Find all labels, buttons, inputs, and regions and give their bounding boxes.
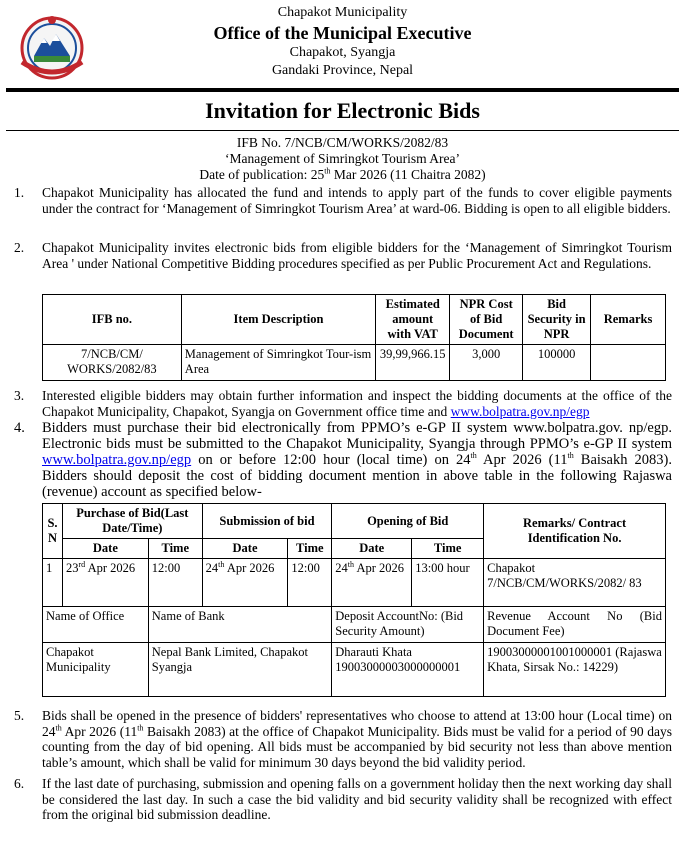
table-row xyxy=(43,559,666,607)
submission-date-cell: 24th Apr 2026 xyxy=(202,559,288,607)
account-header-row xyxy=(43,607,666,643)
table-header-row xyxy=(43,295,666,345)
bid-schedule-table xyxy=(42,503,666,697)
purchase-header: Purchase of Bid(Last Date/Time) xyxy=(62,504,202,539)
government-emblem-icon xyxy=(14,12,90,82)
item-description-cell: Management of Simringkot Tour-ism Area xyxy=(181,345,375,381)
table-row xyxy=(43,345,666,381)
bank-name-header: Name of Bank xyxy=(148,607,332,643)
paragraph-number: 3. xyxy=(14,388,25,403)
submission-header: Submission of bid xyxy=(202,504,332,539)
date-header: Date xyxy=(202,539,288,559)
document-cost-cell: 3,000 xyxy=(450,345,523,381)
paragraph-2 xyxy=(14,240,672,271)
publication-date: Date of publication: 25th Mar 2026 (11 Chaitra 2082) xyxy=(199,166,486,182)
column-header: IFB no. xyxy=(43,295,182,345)
remarks-header: Remarks/ Contract Identification No. xyxy=(484,504,666,559)
sn-header: S. N xyxy=(43,504,63,559)
letterhead xyxy=(0,0,685,88)
paragraph-1 xyxy=(14,185,672,216)
column-header: Remarks xyxy=(591,295,666,345)
address-line-2: Gandaki Province, Nepal xyxy=(271,63,414,78)
notice-title: Invitation for Electronic Bids xyxy=(6,96,679,131)
paragraph-6 xyxy=(14,776,672,823)
opening-date-cell: 24th Apr 2026 xyxy=(332,559,412,607)
revenue-account-cell: 19003000001001000001 (Rajaswa Khata, Sirsak No.: 14229) xyxy=(484,643,666,697)
office-name-cell: Chapakot Municipality xyxy=(43,643,149,697)
paragraph-text: Bids shall be opened in the presence of bidders' representatives who choose to attend at 13:00 hour (Local time) on 24th Apr 2026 (11th Baisakh 2083) at the office of Chapakot Municipality. Bids must be valid for a period of 90 days counting from the day of bid opening. All bids must be accompanied by bid security not less than above mention table’s amount, which shall be valid for minimum 30 days beyond the bid validity period. xyxy=(42,708,672,770)
header-rule xyxy=(6,88,679,92)
paragraph-number: 4. xyxy=(14,420,25,436)
paragraph-number: 2. xyxy=(14,240,25,255)
opening-header: Opening of Bid xyxy=(332,504,484,539)
column-header: NPR Cost of Bid Document xyxy=(450,295,523,345)
revenue-account-header: Revenue Account No (Bid Document Fee) xyxy=(484,607,666,643)
paragraph-text: Chapakot Municipality has allocated the fund and intends to apply part of the funds to cover eligible payments under the contract for ‘Management of Simringkot Tourism Area’ at ward-06. Bidding is open to all eligible bidders. xyxy=(42,185,672,216)
remarks-cell xyxy=(591,345,666,381)
bolpatra-link[interactable]: www.bolpatra.gov.np/egp xyxy=(450,403,590,419)
column-header: Item Description xyxy=(181,295,375,345)
paragraph-5 xyxy=(14,708,672,770)
date-header: Date xyxy=(62,539,148,559)
paragraph-text: Chapakot Municipality invites electronic bids from eligible bidders for the ‘Management of Simringkot Tourism Area ' under National Competitive Bidding procedures specified as per Public Procurement Act and Regulations. xyxy=(42,240,672,271)
paragraph-3 xyxy=(14,388,672,419)
paragraph-4 xyxy=(14,420,672,500)
paragraph-text: Interested eligible bidders may obtain further information and inspect the bidding documents at the office of the Chapakot Municipality, Chapakot, Syangja on Government office time and www.bolpatra.gov.np/egp xyxy=(42,388,672,419)
paragraph-number: 5. xyxy=(14,708,25,723)
account-row xyxy=(43,643,666,697)
bank-name-cell: Nepal Bank Limited, Chapakot Syangja xyxy=(148,643,332,697)
paragraph-text: If the last date of purchasing, submission and opening falls on a government holiday then the next working day shall be considered the last day. In such a case the bid validity and bid security validity shall be recognized with effect from the original bid submission deadline. xyxy=(42,776,672,822)
office-name: Office of the Municipal Executive xyxy=(213,23,472,43)
bid-security-cell: 100000 xyxy=(523,345,591,381)
estimated-amount-cell: 39,99,966.15 xyxy=(376,345,450,381)
purchase-time-cell: 12:00 xyxy=(148,559,202,607)
paragraph-number: 1. xyxy=(14,185,25,200)
contract-id-cell: Chapakot 7/NCB/CM/WORKS/2082/ 83 xyxy=(484,559,666,607)
time-header: Time xyxy=(288,539,332,559)
deposit-account-header: Deposit AccountNo: (Bid Security Amount) xyxy=(332,607,484,643)
municipality-name: Chapakot Municipality xyxy=(277,5,408,20)
purchase-date-cell: 23rd Apr 2026 xyxy=(62,559,148,607)
time-header: Time xyxy=(412,539,484,559)
deposit-account-cell: Dharauti Khata 19003000003000000001 xyxy=(332,643,484,697)
opening-time-cell: 13:00 hour xyxy=(412,559,484,607)
sn-cell: 1 xyxy=(43,559,63,607)
ifb-project: ‘Management of Simringkot Tourism Area’ xyxy=(224,151,460,166)
ifb-no-cell: 7/NCB/CM/ WORKS/2082/83 xyxy=(43,345,182,381)
date-header: Date xyxy=(332,539,412,559)
office-name-header: Name of Office xyxy=(43,607,149,643)
table-header-row xyxy=(43,504,666,539)
paragraph-number: 6. xyxy=(14,776,25,791)
bid-summary-table xyxy=(42,294,666,381)
bolpatra-link[interactable]: www.bolpatra.gov.np/egp xyxy=(42,452,192,468)
ifb-block xyxy=(0,135,685,183)
submission-time-cell: 12:00 xyxy=(288,559,332,607)
ifb-number: IFB No. 7/NCB/CM/WORKS/2082/83 xyxy=(236,135,449,150)
paragraph-text: Bidders must purchase their bid electronically from PPMO’s e-GP II system www.bolpatra.gov. np/egp. Electronic bids must be submitted to the Chapakot Municipality, Syangja through PPMO’s e-GP II system www.bolpatra.gov.np/egp on or before 12:00 hour (local time) on 24th Apr 2026 (11th Baisakh 2083). Bidders should deposit the cost of bidding document mention in above table in the following Rajaswa (revenue) account as specified below- xyxy=(42,420,673,500)
column-header: Bid Security in NPR xyxy=(523,295,591,345)
address-line-1: Chapakot, Syangja xyxy=(289,45,396,60)
column-header: Estimated amount with VAT xyxy=(376,295,450,345)
time-header: Time xyxy=(148,539,202,559)
